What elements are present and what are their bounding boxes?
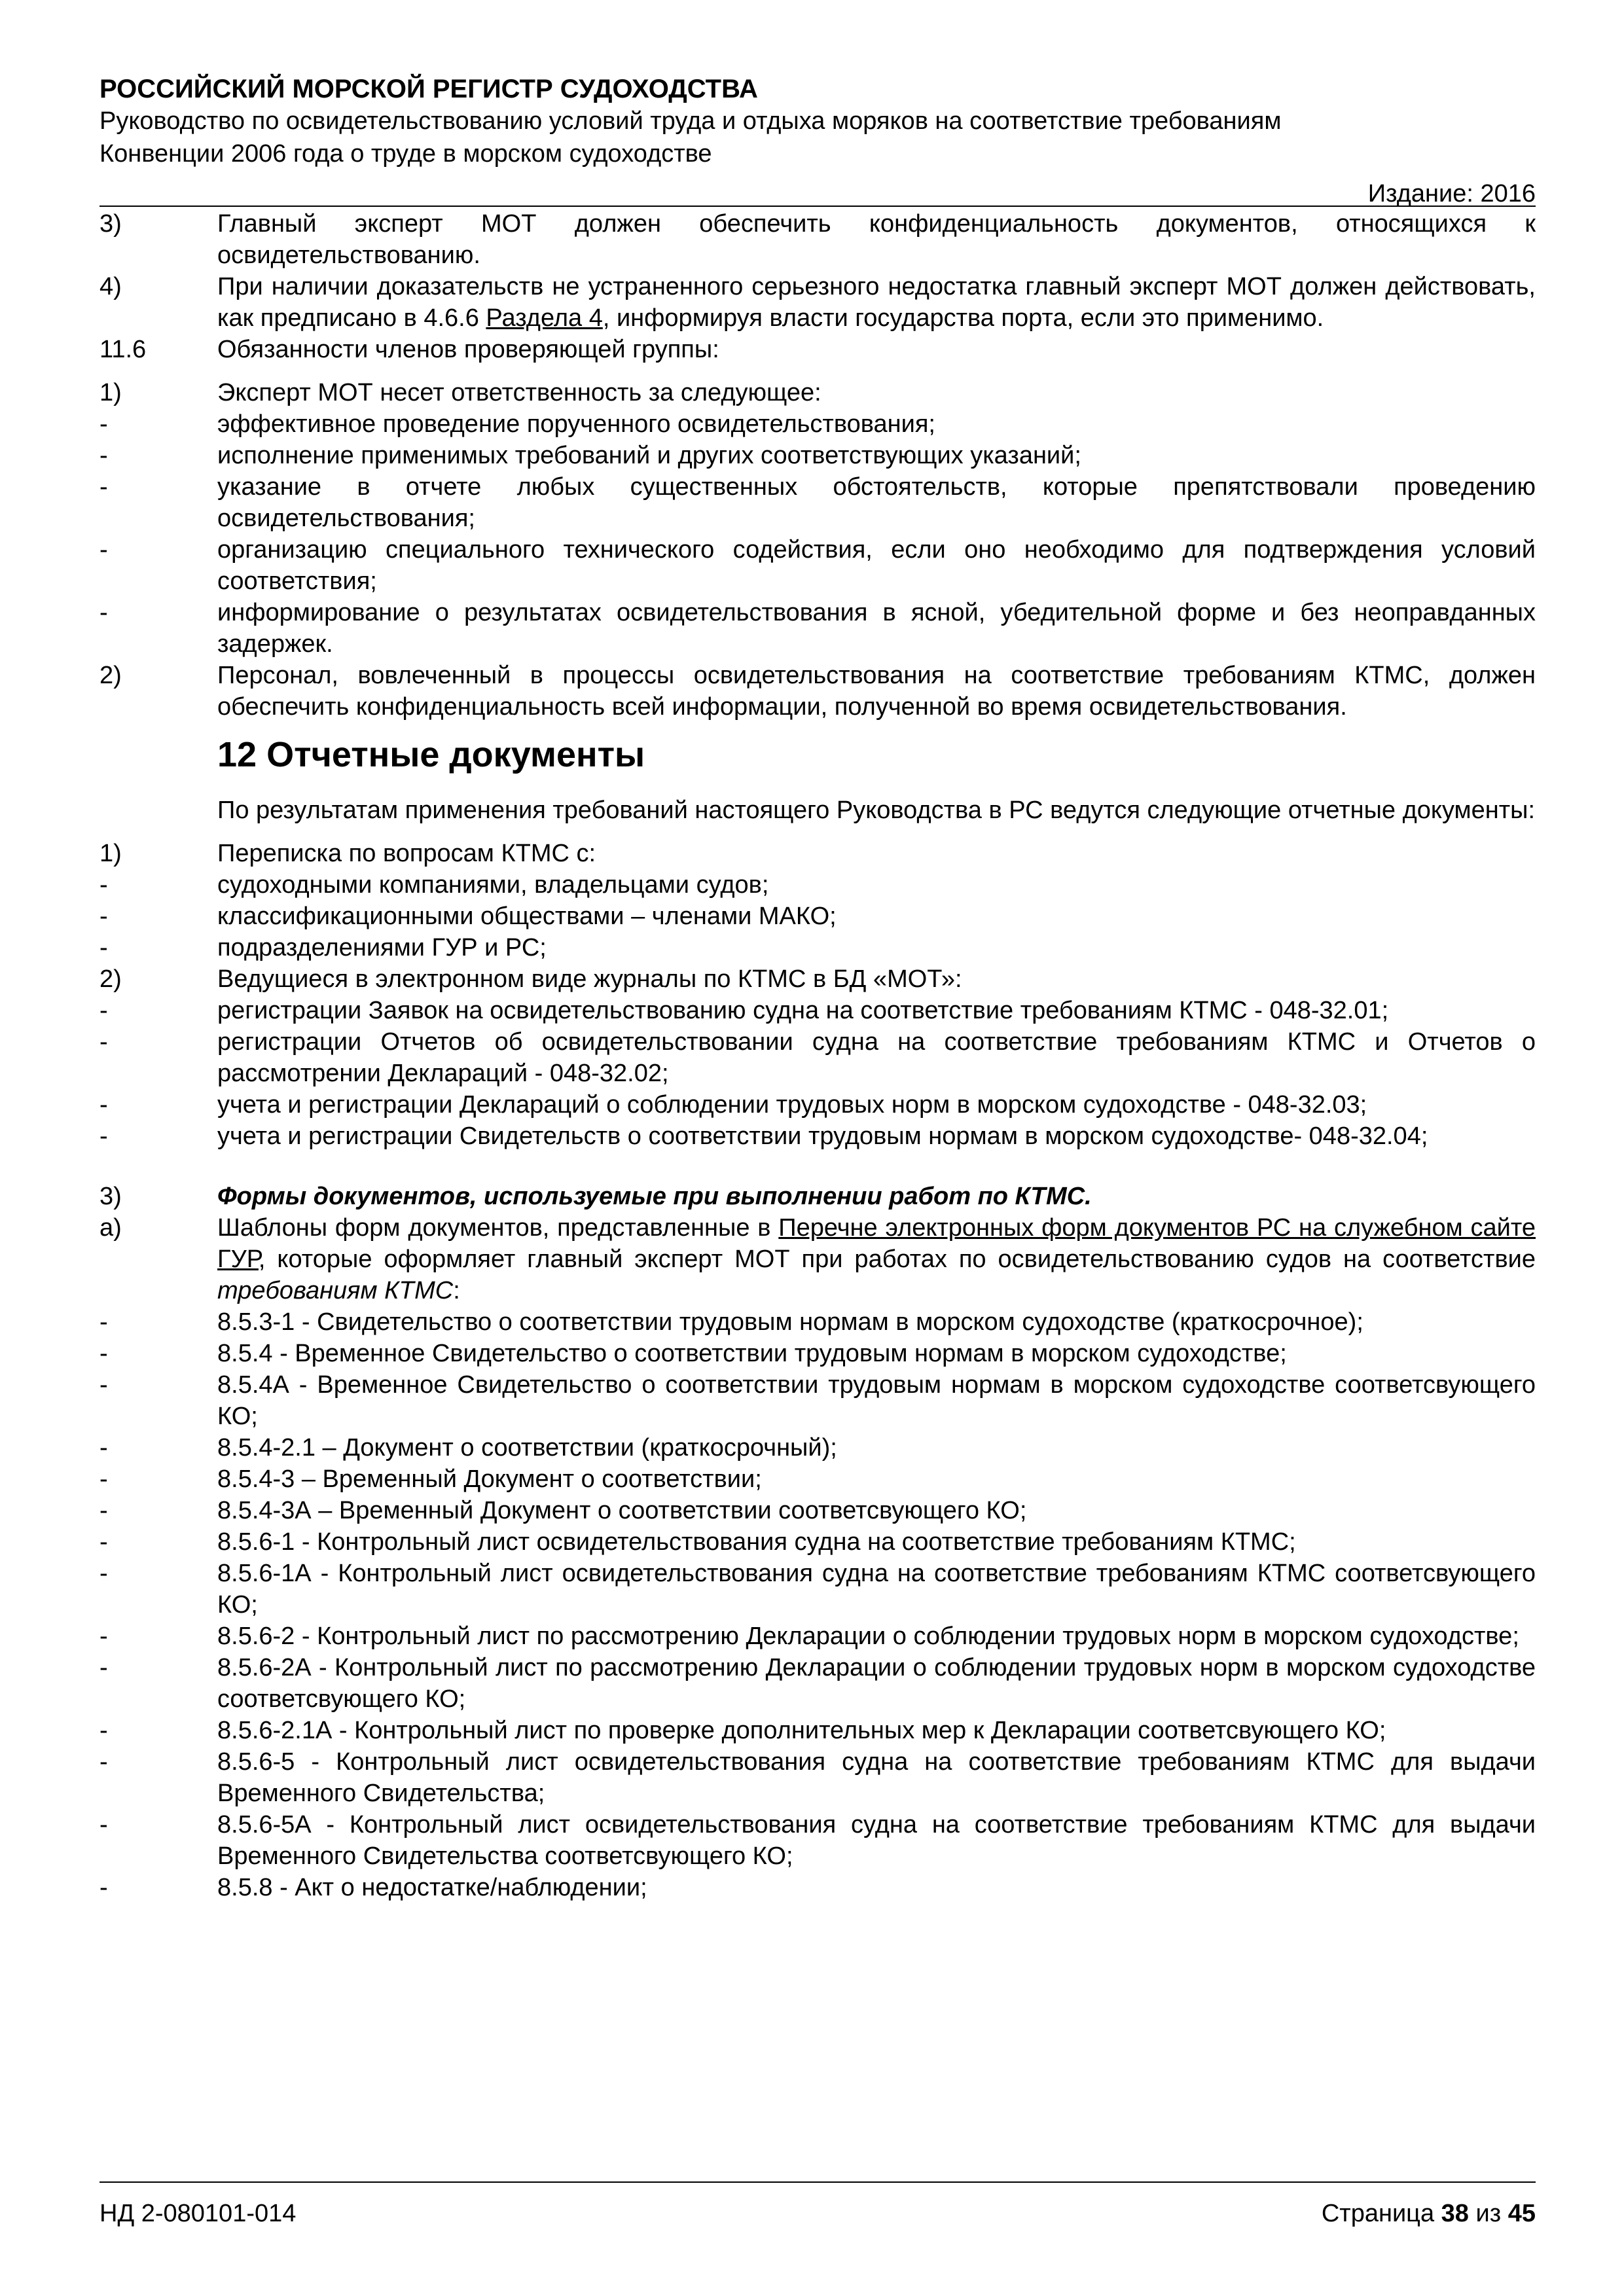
bullet-text: организацию специального технического содействия, если оно необходимо для подтверждения условий соответствия; xyxy=(217,536,1536,595)
bullet-text: 8.5.6-5А - Контрольный лист освидетельствования судна на соответствие требованиям КТМС для выдачи Временного Свидетельства соответсвующего КО; xyxy=(217,1811,1536,1870)
bullet-item xyxy=(99,1652,1536,1715)
bullet-item xyxy=(99,1621,1536,1652)
bullet-item xyxy=(99,1809,1536,1872)
bullet-text: 8.5.4-3А – Временный Документ о соответствии соответсвующего КО; xyxy=(217,1497,1027,1524)
item-text-part: , информируя власти государства порта, если это применимо. xyxy=(602,304,1324,332)
list-item xyxy=(99,660,1536,723)
bullet-marker: - xyxy=(99,934,108,961)
bullet-text: исполнение применимых требований и других соответствующих указаний; xyxy=(217,442,1081,469)
bullet-item xyxy=(99,1495,1536,1526)
list-item xyxy=(99,1212,1536,1306)
bullet-marker: - xyxy=(99,1308,108,1336)
bullet-item xyxy=(99,869,1536,901)
list-item xyxy=(99,1181,1536,1212)
item-text xyxy=(217,1212,1536,1306)
bullet-text: 8.5.8 - Акт о недостатке/наблюдении; xyxy=(217,1874,647,1901)
document-subtitle-line-1: Руководство по освидетельствованию условий труда и отдыха моряков на соответствие требованиям xyxy=(99,107,1282,135)
bullet-list xyxy=(99,869,1536,963)
bullet-marker: - xyxy=(99,1028,108,1056)
list-item xyxy=(99,208,1536,271)
bullet-marker: - xyxy=(99,599,108,626)
bullet-marker: - xyxy=(99,1654,108,1681)
header-divider xyxy=(99,206,1536,207)
page-footer xyxy=(99,2198,1536,2229)
document-number: НД 2-080101-014 xyxy=(99,2200,297,2227)
bullet-text: 8.5.4-3 – Временный Документ о соответствии; xyxy=(217,1465,762,1493)
bullet-marker: - xyxy=(99,1811,108,1839)
bullet-marker: - xyxy=(99,473,108,501)
bullet-item xyxy=(99,1089,1536,1121)
item-text-part: При наличии доказательств не устраненного серьезного недостатка главный эксперт МОТ должен действовать, как предписано в 4.6.6 xyxy=(217,273,1536,332)
bullet-marker: - xyxy=(99,1717,108,1744)
bullet-item xyxy=(99,1558,1536,1621)
bullet-text: 8.5.3-1 - Свидетельство о соответствии трудовым нормам в морском судоходстве (краткосрочное); xyxy=(217,1308,1363,1336)
bullet-text: классификационными обществами – членами МАКО; xyxy=(217,903,837,930)
bullet-text: 8.5.6-1А - Контрольный лист освидетельствования судна на соответствие требованиям КТМС соответсвующего КО; xyxy=(217,1560,1536,1619)
bullet-text: 8.5.6-2.1А - Контрольный лист по проверке дополнительных мер к Декларации соответсвующего КО; xyxy=(217,1717,1386,1744)
bullet-marker: - xyxy=(99,1122,108,1150)
item-text: Формы документов, используемые при выполнении работ по КТМС. xyxy=(217,1183,1092,1210)
page-current: 38 xyxy=(1441,2200,1469,2227)
bullet-marker: - xyxy=(99,1371,108,1399)
bullet-marker: - xyxy=(99,997,108,1024)
item-text: Главный эксперт МОТ должен обеспечить конфиденциальность документов, относящихся к освидетельствованию. xyxy=(217,210,1536,269)
bullet-text: 8.5.4-2.1 – Документ о соответствии (краткосрочный); xyxy=(217,1434,837,1462)
item-marker: 1) xyxy=(99,379,122,406)
bullet-marker: - xyxy=(99,871,108,899)
bullet-item xyxy=(99,1746,1536,1809)
item-text xyxy=(217,271,1536,334)
bullet-marker: - xyxy=(99,410,108,438)
item-text: Персонал, вовлеченный в процессы освидетельствования на соответствие требованиям КТМС, должен обеспечить конфиденциальность всей информации, полученной во время освидетельствования. xyxy=(217,662,1536,721)
item-text: Эксперт МОТ несет ответственность за следующее: xyxy=(217,379,821,406)
edition-label: Издание: 2016 xyxy=(1367,180,1536,207)
page-of: из xyxy=(1475,2200,1502,2227)
bullet-text: 8.5.4 - Временное Свидетельство о соответствии трудовым нормам в морском судоходстве; xyxy=(217,1340,1287,1367)
bullet-marker: - xyxy=(99,1465,108,1493)
bullet-marker: - xyxy=(99,442,108,469)
bullet-text: учета и регистрации Деклараций о соблюдении трудовых норм в морском судоходстве - 048-32.03; xyxy=(217,1091,1367,1119)
bullet-item xyxy=(99,440,1536,471)
bullet-item xyxy=(99,1306,1536,1338)
item-text: Ведущиеся в электронном виде журналы по КТМС в БД «МОТ»: xyxy=(217,965,962,993)
item-marker: 1) xyxy=(99,840,122,867)
section-heading: 12 Отчетные документы xyxy=(217,735,645,774)
bullet-marker: - xyxy=(99,1340,108,1367)
bullet-marker: - xyxy=(99,903,108,930)
bullet-list xyxy=(99,995,1536,1152)
item-text-part: : xyxy=(453,1277,460,1304)
forms-list-link[interactable]: Перечне электронных форм документов РС на служебном сайте ГУР xyxy=(217,1214,1536,1273)
bullet-item xyxy=(99,471,1536,534)
bullet-item xyxy=(99,901,1536,932)
bullet-text: 8.5.6-2А - Контрольный лист по рассмотрению Декларации о соблюдении трудовых норм в морском судоходстве соответсвующего КО; xyxy=(217,1654,1536,1713)
organization-name: РОССИЙСКИЙ МОРСКОЙ РЕГИСТР СУДОХОДСТВА xyxy=(99,75,758,103)
bullet-item xyxy=(99,1338,1536,1369)
bullet-item xyxy=(99,1872,1536,1903)
bullet-text: эффективное проведение порученного освидетельствования; xyxy=(217,410,935,438)
bullet-marker: - xyxy=(99,1497,108,1524)
section-4-link[interactable]: Раздела 4 xyxy=(486,304,603,332)
bullet-marker: - xyxy=(99,1748,108,1776)
page-header xyxy=(99,73,1536,209)
bullet-marker: - xyxy=(99,1560,108,1587)
page-label: Страница xyxy=(1321,2200,1435,2227)
bullet-text: регистрации Заявок на освидетельствованию судна на соответствие требованиям КТМС - 048-32.01; xyxy=(217,997,1389,1024)
bullet-text: регистрации Отчетов об освидетельствовании судна на соответствие требованиям КТМС и Отчетов о рассмотрении Деклараций - 048-32.02; xyxy=(217,1028,1536,1087)
bullet-item xyxy=(99,1121,1536,1152)
bullet-item xyxy=(99,534,1536,597)
item-text: Переписка по вопросам КТМС с: xyxy=(217,840,596,867)
section-intro: По результатам применения требований настоящего Руководства в РС ведутся следующие отчетные документы: xyxy=(217,797,1536,824)
bullet-text: 8.5.6-2 - Контрольный лист по рассмотрению Декларации о соблюдении трудовых норм в морском судоходстве; xyxy=(217,1623,1519,1650)
bullet-marker: - xyxy=(99,1434,108,1462)
bullet-marker: - xyxy=(99,536,108,564)
item-marker: 4) xyxy=(99,273,122,300)
list-item xyxy=(99,271,1536,334)
item-text-part: требованиям КТМС xyxy=(217,1277,454,1304)
bullet-text: судоходными компаниями, владельцами судов; xyxy=(217,871,769,899)
bullet-list xyxy=(99,408,1536,660)
subsection-title: Обязанности членов проверяющей группы: xyxy=(217,336,719,363)
page-total: 45 xyxy=(1507,2200,1536,2227)
bullet-item xyxy=(99,1715,1536,1746)
bullet-item xyxy=(99,1432,1536,1463)
bullet-text: подразделениями ГУР и РС; xyxy=(217,934,547,961)
bullet-list xyxy=(99,1306,1536,1903)
item-marker: 3) xyxy=(99,210,122,238)
item-text-part: , которые оформляет главный эксперт МОТ при работах по освидетельствованию судов на соответствие xyxy=(258,1246,1536,1273)
page-content xyxy=(99,208,1536,1903)
page-counter xyxy=(1322,2198,1536,2229)
bullet-marker: - xyxy=(99,1528,108,1556)
bullet-text: 8.5.4А - Временное Свидетельство о соответствии трудовым нормам в морском судоходстве соответсвующего КО; xyxy=(217,1371,1536,1430)
bullet-text: информирование о результатах освидетельствования в ясной, убедительной форме и без неоправданных задержек. xyxy=(217,599,1536,658)
subsection-number: 11.6 xyxy=(99,336,147,363)
bullet-text: учета и регистрации Свидетельств о соответствии трудовым нормам в морском судоходстве- 048-32.04; xyxy=(217,1122,1428,1150)
subsection-heading xyxy=(99,334,1536,365)
bullet-marker: - xyxy=(99,1091,108,1119)
bullet-text: 8.5.6-1 - Контрольный лист освидетельствования судна на соответствие требованиям КТМС; xyxy=(217,1528,1296,1556)
bullet-item xyxy=(99,1369,1536,1432)
bullet-item xyxy=(99,1463,1536,1495)
bullet-item xyxy=(99,1526,1536,1558)
item-marker: 2) xyxy=(99,965,122,993)
bullet-item xyxy=(99,597,1536,660)
bullet-text: указание в отчете любых существенных обстоятельств, которые препятствовали проведению освидетельствования; xyxy=(217,473,1536,532)
item-marker: а) xyxy=(99,1214,122,1242)
list-item xyxy=(99,963,1536,995)
bullet-item xyxy=(99,1026,1536,1089)
list-item xyxy=(99,377,1536,408)
item-marker: 3) xyxy=(99,1183,122,1210)
item-marker: 2) xyxy=(99,662,122,689)
bullet-item xyxy=(99,408,1536,440)
bullet-marker: - xyxy=(99,1623,108,1650)
bullet-item xyxy=(99,932,1536,963)
footer-divider xyxy=(99,2181,1536,2183)
bullet-text: 8.5.6-5 - Контрольный лист освидетельствования судна на соответствие требованиям КТМС для выдачи Временного Свидетельства; xyxy=(217,1748,1536,1807)
bullet-marker: - xyxy=(99,1874,108,1901)
document-subtitle-line-2: Конвенции 2006 года о труде в морском судоходстве xyxy=(99,140,712,168)
item-text-part: Шаблоны форм документов, представленные в xyxy=(217,1214,779,1242)
bullet-item xyxy=(99,995,1536,1026)
list-item xyxy=(99,838,1536,869)
